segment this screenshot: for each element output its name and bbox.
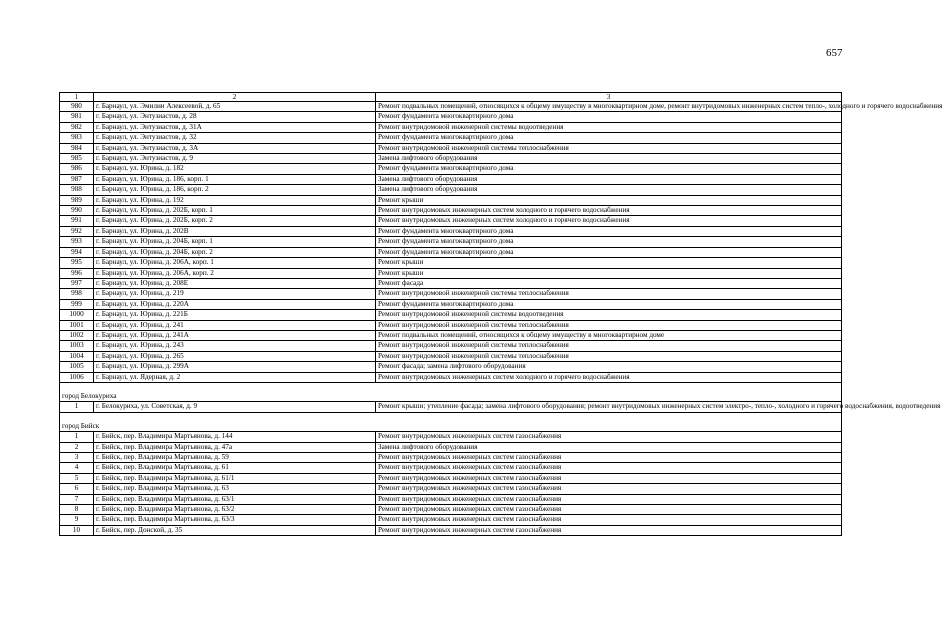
- row-address: г. Барнаул, ул. Юрина, д. 186, корп. 1: [94, 174, 376, 184]
- row-address: г. Барнаул, ул. Энтузиастов, д. 9: [94, 154, 376, 164]
- row-address: г. Барнаул, ул. Юрина, д. 204Б, корп. 2: [94, 247, 376, 257]
- row-work-type: Ремонт внутридомовой инженерной системы теплоснабжения: [376, 341, 842, 351]
- row-address: г. Барнаул, ул. Юрина, д. 206А, корп. 1: [94, 258, 376, 268]
- row-number: 986: [60, 164, 94, 174]
- row-number: 981: [60, 112, 94, 122]
- table-row: [60, 330, 842, 340]
- row-work-type: Замена лифтового оборудования: [376, 185, 842, 195]
- row-address: г. Бийск, пер. Владимира Мартьянова, д. 61: [94, 463, 376, 473]
- row-number: 7: [60, 494, 94, 504]
- table-row: [60, 122, 842, 132]
- row-address: г. Барнаул, ул. Юрина, д. 265: [94, 351, 376, 361]
- row-address: г. Барнаул, ул. Юрина, д. 182: [94, 164, 376, 174]
- row-address: г. Барнаул, ул. Юрина, д. 192: [94, 195, 376, 205]
- table-row: [60, 112, 842, 122]
- row-work-type: Ремонт фундамента многоквартирного дома: [376, 226, 842, 236]
- row-work-type: Ремонт внутридомовой инженерной системы теплоснабжения: [376, 320, 842, 330]
- row-number: 992: [60, 226, 94, 236]
- row-work-type: Ремонт внутридомовых инженерных систем газоснабжения: [376, 494, 842, 504]
- row-address: г. Барнаул, ул. Юрина, д. 202В: [94, 226, 376, 236]
- row-address: г. Бийск, пер. Владимира Мартьянова, д. 47а: [94, 442, 376, 452]
- table-row: [60, 402, 842, 412]
- row-address: г. Барнаул, ул. Юрина, д. 202Б, корп. 2: [94, 216, 376, 226]
- row-address: г. Бийск, пер. Владимира Мартьянова, д. 144: [94, 432, 376, 442]
- row-number: 1002: [60, 330, 94, 340]
- table-row: [60, 154, 842, 164]
- table-row: [60, 442, 842, 452]
- table-row: [60, 310, 842, 320]
- table-row: [60, 206, 842, 216]
- row-address: г. Барнаул, ул. Энтузиастов, д. 3А: [94, 143, 376, 153]
- row-work-type: Ремонт фундамента многоквартирного дома: [376, 247, 842, 257]
- row-number: 1: [60, 432, 94, 442]
- row-work-type: Замена лифтового оборудования: [376, 154, 842, 164]
- column-number-2: 2: [94, 93, 376, 102]
- row-address: г. Барнаул, ул. Юрина, д. 243: [94, 341, 376, 351]
- register-body: [60, 93, 942, 536]
- row-work-type: Ремонт внутридомовой инженерной системы теплоснабжения: [376, 289, 842, 299]
- row-address: г. Барнаул, ул. Юрина, д. 219: [94, 289, 376, 299]
- row-number: 984: [60, 143, 94, 153]
- row-address: г. Барнаул, ул. Юрина, д. 221Б: [94, 310, 376, 320]
- row-address: г. Бийск, пер. Владимира Мартьянова, д. 63/3: [94, 515, 376, 525]
- table-row: [60, 320, 842, 330]
- row-number: 994: [60, 247, 94, 257]
- table-row: [60, 473, 842, 483]
- row-work-type: Ремонт фундамента многоквартирного дома: [376, 133, 842, 143]
- row-address: г. Барнаул, ул. Энтузиастов, д. 28: [94, 112, 376, 122]
- row-address: г. Бийск, пер. Владимира Мартьянова, д. 63/1: [94, 494, 376, 504]
- row-number: 1003: [60, 341, 94, 351]
- table-row: [60, 289, 842, 299]
- row-work-type: Ремонт внутридомовых инженерных систем холодного и горячего водоснабжения: [376, 216, 842, 226]
- row-number: 982: [60, 122, 94, 132]
- row-address: г. Барнаул, ул. Юрина, д. 299А: [94, 362, 376, 372]
- row-number: 980: [60, 102, 94, 112]
- row-work-type: Ремонт внутридомовых инженерных систем холодного и горячего водоснабжения: [376, 206, 842, 216]
- row-number: 9: [60, 515, 94, 525]
- row-number: 991: [60, 216, 94, 226]
- table-row: [60, 185, 842, 195]
- table-row: [60, 216, 842, 226]
- row-number: 1004: [60, 351, 94, 361]
- section-title-row: [60, 389, 842, 402]
- row-work-type: Ремонт фасада; замена лифтового оборудования: [376, 362, 842, 372]
- row-work-type: Ремонт внутридомовых инженерных систем газоснабжения: [376, 484, 842, 494]
- row-number: 2: [60, 442, 94, 452]
- row-number: 996: [60, 268, 94, 278]
- table-row: [60, 102, 842, 112]
- row-address: г. Бийск, пер. Донской, д. 35: [94, 525, 376, 535]
- table-row: [60, 372, 842, 382]
- table-row: [60, 494, 842, 504]
- table-row: [60, 525, 842, 535]
- table-row: [60, 484, 842, 494]
- row-work-type: Замена лифтового оборудования: [376, 442, 842, 452]
- row-work-type: Ремонт крыши: [376, 258, 842, 268]
- row-address: г. Бийск, пер. Владимира Мартьянова, д. 59: [94, 453, 376, 463]
- column-number-3: 3: [376, 93, 842, 102]
- table-row: [60, 463, 842, 473]
- row-work-type: Ремонт фундамента многоквартирного дома: [376, 164, 842, 174]
- row-work-type: Ремонт внутридомовой инженерной системы водоотведения: [376, 122, 842, 132]
- row-work-type: Ремонт крыши: [376, 268, 842, 278]
- row-work-type: Замена лифтового оборудования: [376, 174, 842, 184]
- row-number: 987: [60, 174, 94, 184]
- table-row: [60, 174, 842, 184]
- column-number-row: [60, 93, 842, 102]
- row-number: 6: [60, 484, 94, 494]
- table-row: [60, 226, 842, 236]
- row-address: г. Бийск, пер. Владимира Мартьянова, д. 61/1: [94, 473, 376, 483]
- row-address: г. Барнаул, ул. Ядерная, д. 2: [94, 372, 376, 382]
- row-number: 990: [60, 206, 94, 216]
- row-address: г. Белокуриха, ул. Советская, д. 9: [94, 402, 376, 412]
- table-row: [60, 351, 842, 361]
- table-row: [60, 362, 842, 372]
- page-number: 657: [826, 47, 843, 59]
- table-row: [60, 237, 842, 247]
- row-address: г. Барнаул, ул. Юрина, д. 241А: [94, 330, 376, 340]
- row-address: г. Барнаул, ул. Эмилии Алексеевой, д. 65: [94, 102, 376, 112]
- row-number: 985: [60, 154, 94, 164]
- row-work-type: Ремонт фундамента многоквартирного дома: [376, 299, 842, 309]
- row-number: 5: [60, 473, 94, 483]
- row-work-type: Ремонт внутридомовых инженерных систем газоснабжения: [376, 525, 842, 535]
- row-work-type: Ремонт внутридомовых инженерных систем газоснабжения: [376, 463, 842, 473]
- section-title: город Белокуриха: [60, 389, 842, 402]
- table-row: [60, 299, 842, 309]
- row-number: 999: [60, 299, 94, 309]
- row-number: 995: [60, 258, 94, 268]
- row-number: 988: [60, 185, 94, 195]
- table-row: [60, 164, 842, 174]
- row-number: 989: [60, 195, 94, 205]
- table-row: [60, 143, 842, 153]
- row-number: 10: [60, 525, 94, 535]
- table-row: [60, 133, 842, 143]
- row-work-type: Ремонт внутридомовых инженерных систем газоснабжения: [376, 453, 842, 463]
- row-work-type: Ремонт фундамента многоквартирного дома: [376, 237, 842, 247]
- table-row: [60, 268, 842, 278]
- row-work-type: Ремонт подвальных помещений, относящихся к общему имуществу в многоквартирном доме: [376, 330, 842, 340]
- row-number: 997: [60, 278, 94, 288]
- row-address: г. Барнаул, ул. Юрина, д. 208Е: [94, 278, 376, 288]
- row-address: г. Барнаул, ул. Юрина, д. 186, корп. 2: [94, 185, 376, 195]
- row-address: г. Барнаул, ул. Юрина, д. 204Б, корп. 1: [94, 237, 376, 247]
- table-row: [60, 515, 842, 525]
- table-row: [60, 453, 842, 463]
- section-title: город Бийск: [60, 419, 842, 432]
- column-number-1: 1: [60, 93, 94, 102]
- row-work-type: Ремонт внутридомовых инженерных систем газоснабжения: [376, 473, 842, 483]
- row-number: 4: [60, 463, 94, 473]
- row-address: г. Барнаул, ул. Юрина, д. 220А: [94, 299, 376, 309]
- row-work-type: Ремонт внутридомовых инженерных систем холодного и горячего водоснабжения: [376, 372, 842, 382]
- row-work-type: Ремонт фундамента многоквартирного дома: [376, 112, 842, 122]
- row-work-type: Ремонт внутридомовой инженерной системы теплоснабжения: [376, 143, 842, 153]
- repair-register-table: [59, 92, 942, 536]
- row-number: 3: [60, 453, 94, 463]
- row-address: г. Бийск, пер. Владимира Мартьянова, д. 63: [94, 484, 376, 494]
- section-title-row: [60, 419, 842, 432]
- row-number: 998: [60, 289, 94, 299]
- table-row: [60, 258, 842, 268]
- row-address: г. Барнаул, ул. Энтузиастов, д. 32: [94, 133, 376, 143]
- row-work-type: Ремонт крыши; утепление фасада; замена лифтового оборудования; ремонт внутридомовых инженерных систем электро-, тепло-, холодного и горячего водоснабжения, водоотведения: [376, 402, 842, 412]
- row-address: г. Барнаул, ул. Юрина, д. 241: [94, 320, 376, 330]
- row-work-type: Ремонт фасада: [376, 278, 842, 288]
- table-row: [60, 195, 842, 205]
- row-address: г. Бийск, пер. Владимира Мартьянова, д. 63/2: [94, 505, 376, 515]
- table-row: [60, 278, 842, 288]
- row-work-type: Ремонт подвальных помещений, относящихся к общему имуществу в многоквартирном доме, ремонт внутридомовых инженерных систем тепло-, холодного и горячего водоснабжения: [376, 102, 842, 112]
- row-address: г. Барнаул, ул. Энтузиастов, д. 31А: [94, 122, 376, 132]
- row-number: 1006: [60, 372, 94, 382]
- table-row: [60, 505, 842, 515]
- row-number: 1000: [60, 310, 94, 320]
- row-work-type: Ремонт внутридомовых инженерных систем газоснабжения: [376, 505, 842, 515]
- row-number: 983: [60, 133, 94, 143]
- row-number: 1001: [60, 320, 94, 330]
- row-work-type: Ремонт внутридомовой инженерной системы водоотведения: [376, 310, 842, 320]
- row-work-type: Ремонт внутридомовых инженерных систем газоснабжения: [376, 432, 842, 442]
- row-number: 8: [60, 505, 94, 515]
- row-number: 1: [60, 402, 94, 412]
- table-row: [60, 432, 842, 442]
- row-address: г. Барнаул, ул. Юрина, д. 202Б, корп. 1: [94, 206, 376, 216]
- row-address: г. Барнаул, ул. Юрина, д. 206А, корп. 2: [94, 268, 376, 278]
- row-work-type: Ремонт крыши: [376, 195, 842, 205]
- row-number: 993: [60, 237, 94, 247]
- row-work-type: Ремонт внутридомовых инженерных систем газоснабжения: [376, 515, 842, 525]
- table-row: [60, 247, 842, 257]
- row-number: 1005: [60, 362, 94, 372]
- row-work-type: Ремонт внутридомовой инженерной системы теплоснабжения: [376, 351, 842, 361]
- table-row: [60, 341, 842, 351]
